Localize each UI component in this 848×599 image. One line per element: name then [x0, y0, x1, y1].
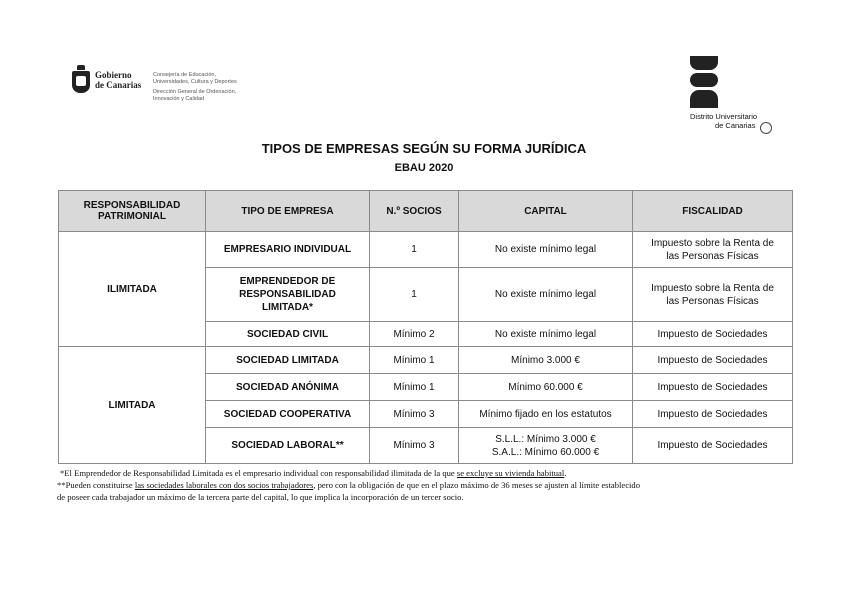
- socios-cell: 1: [370, 232, 459, 268]
- footnotes: [57, 467, 802, 503]
- header-tipo: TIPO DE EMPRESA: [206, 191, 370, 232]
- capital-cell: Mínimo 60.000 €: [459, 374, 633, 401]
- tipo-cell: SOCIEDAD COOPERATIVA: [206, 401, 370, 428]
- header-capital: CAPITAL: [459, 191, 633, 232]
- header-responsabilidad: RESPONSABILIDAD PATRIMONIAL: [59, 191, 206, 232]
- capital-cell: Mínimo 3.000 €: [459, 347, 633, 374]
- socios-cell: Mínimo 3: [370, 428, 459, 464]
- socios-cell: Mínimo 1: [370, 347, 459, 374]
- fiscalidad-cell: Impuesto sobre la Renta de las Personas Físicas: [633, 268, 793, 322]
- gobierno-canarias-logo: [72, 58, 141, 102]
- coat-of-arms-icon: [72, 65, 90, 95]
- capital-cell: S.L.L.: Mínimo 3.000 € S.A.L.: Mínimo 60.000 €: [459, 428, 633, 464]
- responsibility-group-cell: ILIMITADA: [59, 232, 206, 347]
- fiscalidad-cell: Impuesto sobre la Renta de las Personas Físicas: [633, 232, 793, 268]
- capital-cell: No existe mínimo legal: [459, 268, 633, 322]
- footnote-2-cont: de poseer cada trabajador un máximo de la tercera parte del capital, lo que implica la incorporación de un tercer socio.: [57, 492, 464, 502]
- socios-cell: Mínimo 2: [370, 322, 459, 347]
- fiscalidad-cell: Impuesto de Sociedades: [633, 428, 793, 464]
- responsibility-group-cell: LIMITADA: [59, 347, 206, 464]
- fiscalidad-cell: Impuesto de Sociedades: [633, 347, 793, 374]
- seal-icon: [760, 122, 772, 134]
- duc-name-line1: Distrito Universitario: [690, 112, 758, 121]
- department-text: Consejería de Educación, Universidades, Cultura y Deportes Dirección General de Ordenación, Innovación y Calidad: [153, 72, 237, 102]
- company-types-table: [58, 190, 793, 464]
- tipo-cell: SOCIEDAD LABORAL**: [206, 428, 370, 464]
- fiscalidad-cell: Impuesto de Sociedades: [633, 401, 793, 428]
- header-socios: N.º SOCIOS: [370, 191, 459, 232]
- footnote-1: *El Emprendedor de Responsabilidad Limitada es el empresario individual con responsabilidad ilimitada de la que se excluye su vivienda habitual.: [60, 468, 567, 478]
- tipo-cell: SOCIEDAD ANÓNIMA: [206, 374, 370, 401]
- table-row: [59, 232, 793, 268]
- capital-cell: Mínimo fijado en los estatutos: [459, 401, 633, 428]
- socios-cell: 1: [370, 268, 459, 322]
- duc-name-line2: de Canarias: [715, 121, 756, 130]
- page-title: TIPOS DE EMPRESAS SEGÚN SU FORMA JURÍDICA: [261, 141, 587, 156]
- fiscalidad-cell: Impuesto de Sociedades: [633, 322, 793, 347]
- tipo-cell: EMPRENDEDOR DE RESPONSABILIDAD LIMITADA*: [206, 268, 370, 322]
- duc-letters-icon: [690, 56, 718, 108]
- fiscalidad-cell: Impuesto de Sociedades: [633, 374, 793, 401]
- socios-cell: Mínimo 3: [370, 401, 459, 428]
- footnote-2: **Pueden constituirse las sociedades laborales con dos socios trabajadores, pero con la obligación de que en el plazo máximo de 36 meses se ajusten al límite establecido: [57, 480, 641, 490]
- tipo-cell: SOCIEDAD CIVIL: [206, 322, 370, 347]
- duc-logo: [686, 56, 772, 140]
- capital-cell: No existe mínimo legal: [459, 232, 633, 268]
- capital-cell: No existe mínimo legal: [459, 322, 633, 347]
- tipo-cell: EMPRESARIO INDIVIDUAL: [206, 232, 370, 268]
- table-row: [59, 347, 793, 374]
- gov-name: Gobierno de Canarias: [95, 70, 142, 90]
- table-header-row: [59, 191, 793, 232]
- page-subtitle: EBAU 2020: [394, 162, 454, 174]
- socios-cell: Mínimo 1: [370, 374, 459, 401]
- header-fiscalidad: FISCALIDAD: [633, 191, 793, 232]
- tipo-cell: SOCIEDAD LIMITADA: [206, 347, 370, 374]
